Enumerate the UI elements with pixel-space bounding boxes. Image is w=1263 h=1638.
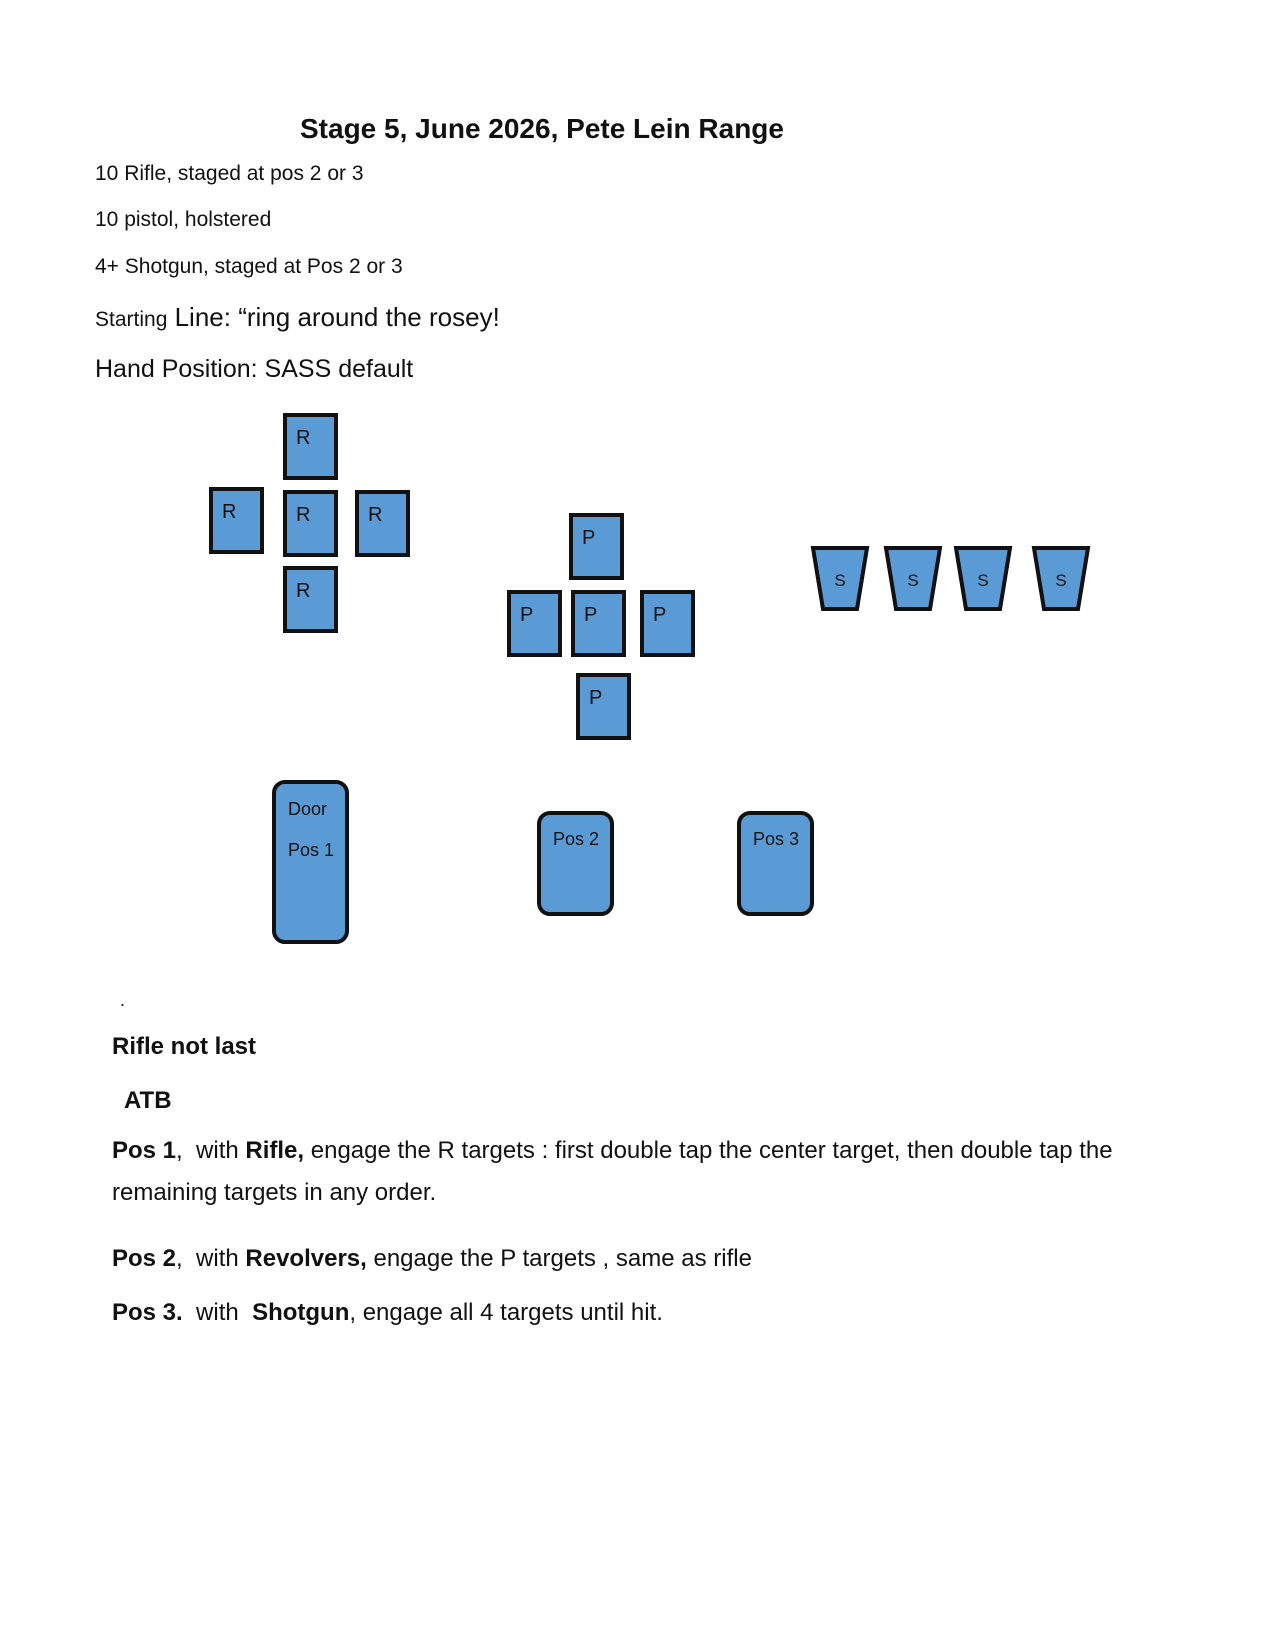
position-1-door — [272, 780, 349, 944]
rifle-target-label: R — [296, 427, 311, 449]
pos2-label: Pos 2 — [112, 1245, 177, 1272]
pistol-target-right — [640, 590, 695, 657]
pistol-target-label: P — [653, 604, 667, 626]
pos1-text: engage the R targets : first double tap the center target, then double tap the remaining targets in any order. — [112, 1137, 1113, 1206]
rifle-target-label: R — [368, 504, 383, 526]
shotgun-target-2 — [883, 545, 943, 613]
rifle-target-left — [209, 487, 264, 554]
pos1-weapon: Rifle, — [245, 1137, 305, 1164]
pos3-instruction — [112, 1292, 1192, 1334]
stage-title: Stage 5, June 2026, Pete Lein Range — [300, 113, 784, 144]
pos3-weapon: Shotgun — [252, 1299, 350, 1326]
pos1-label: Pos 1 — [112, 1137, 177, 1164]
shotgun-target-3 — [953, 545, 1013, 613]
rifle-target-top — [283, 413, 338, 480]
shotgun-target-1 — [810, 545, 870, 613]
pos2-with: , with — [176, 1245, 246, 1272]
pistol-target-top — [569, 513, 624, 580]
rifle-target-label: R — [296, 580, 311, 602]
pos2-text: engage the P targets , same as rifle — [366, 1245, 752, 1272]
starting-line — [95, 302, 500, 333]
shotgun-round-count: 4+ Shotgun, staged at Pos 2 or 3 — [95, 255, 403, 278]
shotgun-target-4 — [1031, 545, 1091, 613]
pos1-with: , with — [176, 1137, 246, 1164]
shotgun-target-label: S — [977, 571, 989, 590]
pos-2-label: Pos 2 — [553, 829, 600, 849]
stray-dot: . — [120, 990, 126, 1010]
pistol-target-bottom — [576, 673, 631, 740]
position-3 — [737, 811, 814, 916]
rifle-target-center — [283, 490, 338, 557]
pos2-instruction — [112, 1238, 1192, 1280]
door-label: Door — [288, 799, 328, 819]
rifle-target-label: R — [222, 501, 237, 523]
pistol-target-center — [571, 590, 626, 657]
rifle-target-right — [355, 490, 410, 557]
atb-label: ATB — [124, 1087, 172, 1114]
pistol-target-left — [507, 590, 562, 657]
pistol-target-label: P — [582, 527, 596, 549]
starting-line-text: Line: “ring around the rosey! — [167, 302, 500, 332]
shotgun-target-label: S — [1055, 571, 1067, 590]
pos-1-label: Pos 1 — [288, 840, 335, 860]
rifle-not-last: Rifle not last — [112, 1033, 257, 1060]
pos-3-label: Pos 3 — [753, 829, 800, 849]
pos2-weapon: Revolvers, — [245, 1245, 367, 1272]
pos3-text: , engage all 4 targets until hit. — [349, 1299, 663, 1326]
shotgun-target-label: S — [907, 571, 919, 590]
pistol-target-label: P — [589, 687, 603, 709]
hand-position: Hand Position: SASS default — [95, 355, 414, 383]
rifle-round-count: 10 Rifle, staged at pos 2 or 3 — [95, 162, 364, 185]
starting-line-prefix: Starting — [95, 308, 168, 331]
pistol-target-label: P — [520, 604, 534, 626]
pos3-with: with — [182, 1299, 253, 1326]
position-2 — [537, 811, 614, 916]
pos1-instruction — [112, 1130, 1192, 1214]
pistol-round-count: 10 pistol, holstered — [95, 208, 272, 231]
pos3-label: Pos 3. — [112, 1299, 183, 1326]
shotgun-target-label: S — [834, 571, 846, 590]
rifle-target-label: R — [296, 504, 311, 526]
pistol-target-label: P — [584, 604, 598, 626]
rifle-target-bottom — [283, 566, 338, 633]
